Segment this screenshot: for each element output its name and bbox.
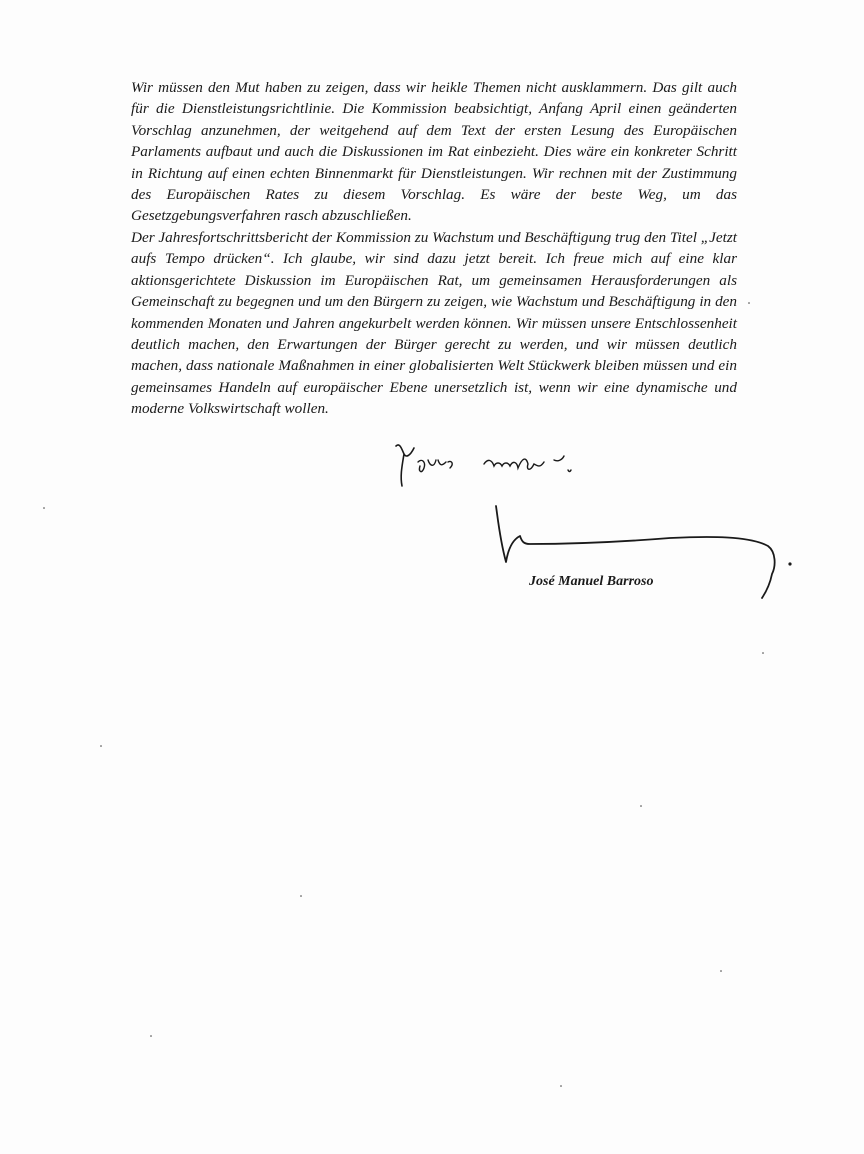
signer-name: José Manuel Barroso: [529, 574, 654, 589]
handwritten-closing: [392, 436, 592, 496]
scan-speck: [150, 1035, 152, 1037]
body-paragraph-1: Wir müssen den Mut haben zu zeigen, dass wir heikle Themen nicht ausklammern. Das gilt auch für die Dienstleistungsrichtlinie. Die Kommission beabsichtigt, Anfang April einen geänderten Vorschlag anzunehmen, der weitgehend auf dem Text der ersten Lesung des Europäischen Parlaments aufbaut und auch die Diskussionen im Rat einbezieht. Dies wäre ein konkreter Schritt in Richtung auf einen echten Binnenmarkt für Dienstleistungen. Wir rechnen mit der Zustimmung des Europäischen Rates zu diesem Vorschlag. Es wäre der beste Weg, um das Gesetzgebungsverfahren rasch abzuschließen.: [131, 79, 737, 225]
body-paragraph-2: Der Jahresfortschrittsbericht der Kommission zu Wachstum und Beschäftigung trug den Titel „Jetzt aufs Tempo drücken“. Ich glaube, wir sind dazu jetzt bereit. Ich freue mich auf eine klar aktionsgerichtete Diskussion im Europäischen Rat, um gemeinsamen Herausforderungen als Gemeinschaft zu begegnen und um den Bürgern zu zeigen, wie Wachstum und Beschäftigung in den kommenden Monaten und Jahren angekurbelt werden können. Wir müssen unsere Entschlossenheit deutlich machen, den Erwartungen der Bürger gerecht zu werden, und wir müssen deutlich machen, dass nationale Maßnahmen in einer globalisierten Welt Stückwerk bleiben müssen und ein gemeinsames Handeln auf europäischer Ebene unersetzlich ist, wenn wir eine dynamische und moderne Volkswirtschaft wollen.: [131, 229, 737, 418]
scan-speck: [100, 745, 102, 747]
scan-speck: [748, 302, 750, 304]
scan-speck: [640, 805, 642, 807]
scan-speck: [300, 895, 302, 897]
scan-speck: [720, 970, 722, 972]
scan-speck: [560, 1085, 562, 1087]
scan-speck: [762, 652, 764, 654]
signature: [490, 500, 810, 610]
scan-speck: [43, 507, 45, 509]
